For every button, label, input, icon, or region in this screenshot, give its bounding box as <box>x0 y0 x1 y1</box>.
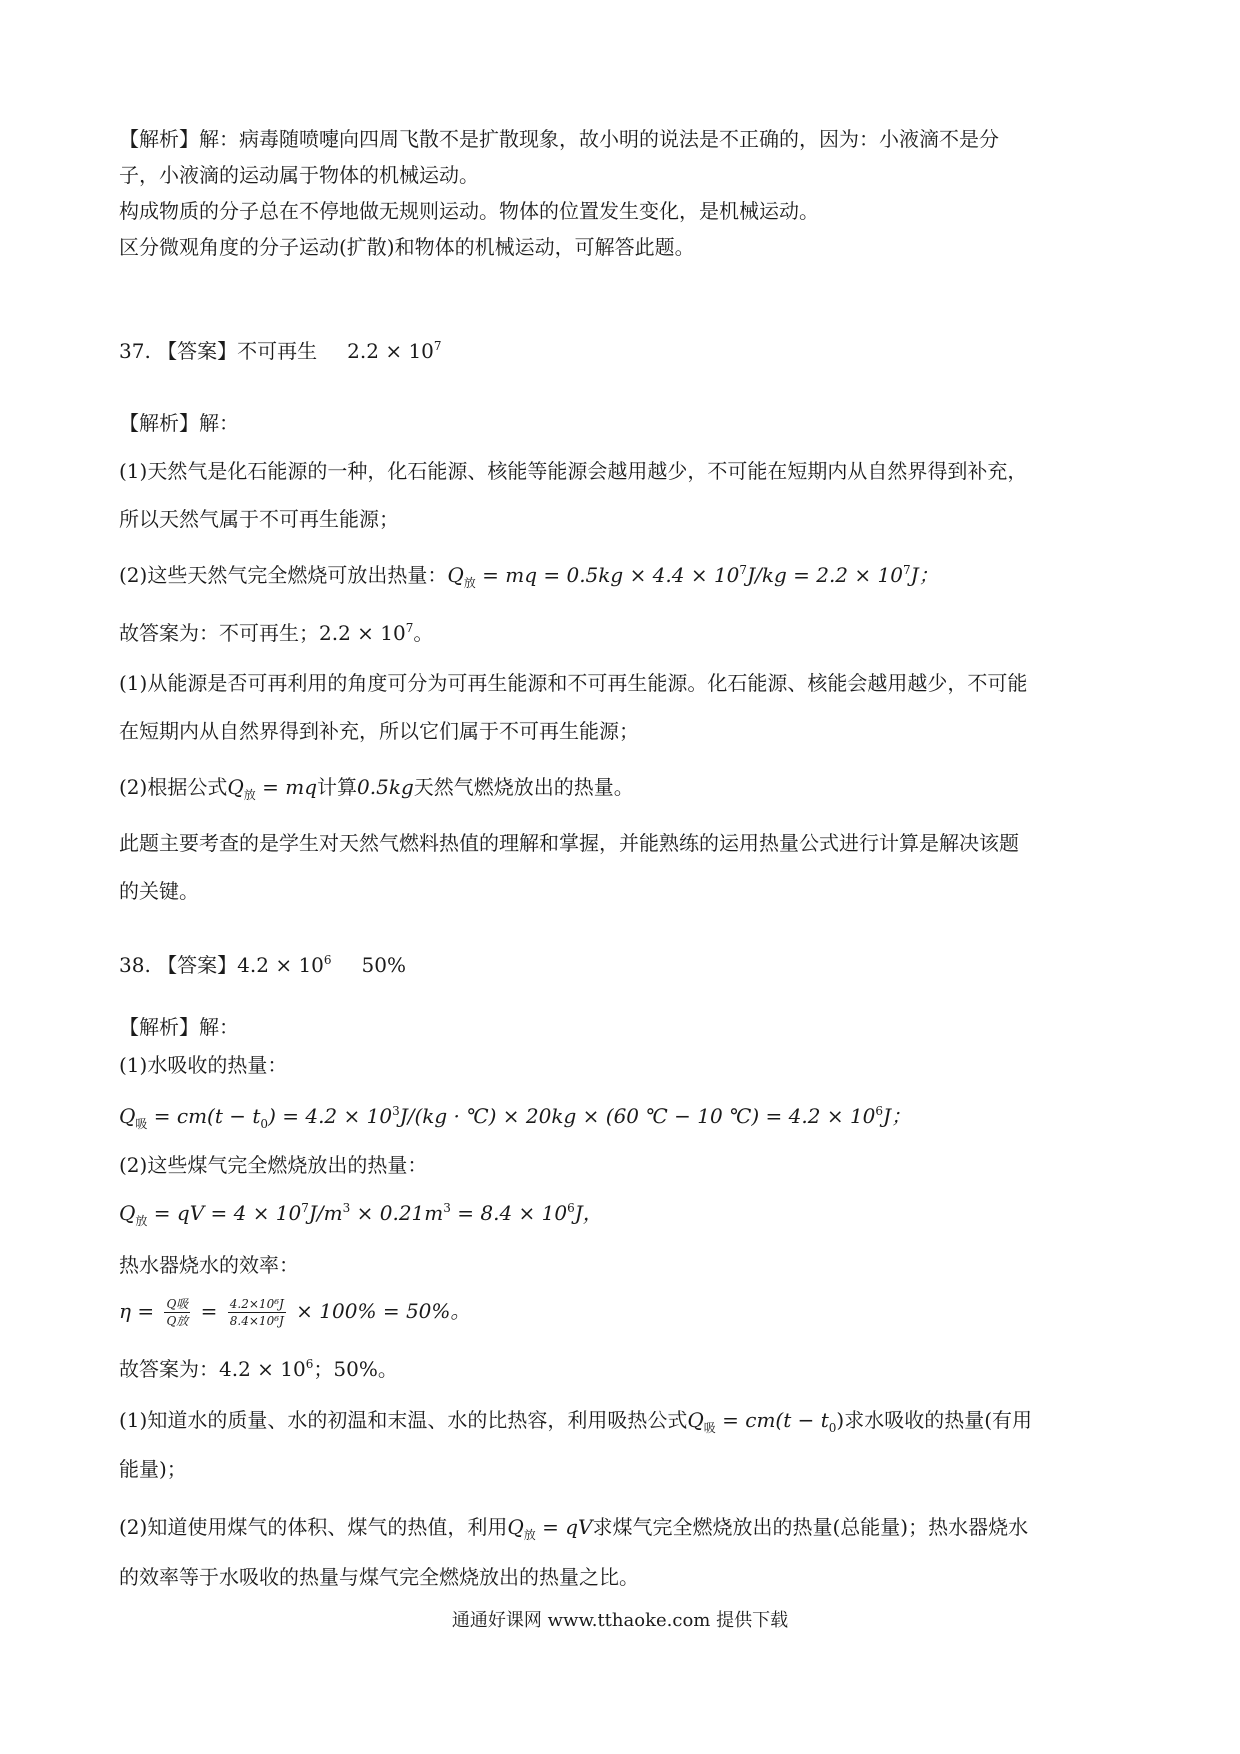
analysis-37-e1b: 在短期内从自然界得到补充，所以它们属于不可再生能源； <box>119 719 639 743</box>
analysis-37-e1a: (1)从能源是否可再利用的角度可分为可再生能源和不可再生能源。化石能源、核能会越用越少，不可能 <box>119 671 1028 695</box>
analysis-38-efficiency: η = $\frac{\text{Q吸}}{\text{Q放}}$ = $\frac{\text{4.2×10⁶J}}{\text{8.4×10⁶J}}$ × 100% = 50%。 <box>119 1297 471 1328</box>
analysis-36-line-2: 子，小液滴的运动属于物体的机械运动。 <box>119 163 479 187</box>
analysis-38-e2: (2)知道使用煤气的体积、煤气的热值，利用$Q_放$ = qV求煤气完全燃烧放出的热量(总能量)；热水器烧水 <box>119 1515 1029 1542</box>
analysis-38-answer: 故答案为：$4.2 \times 10^6$；50%。 <box>119 1357 398 1381</box>
analysis-37-s2: (2)这些天然气完全燃烧可放出热量：$Q_放$ = mq = $0.5kg \times 4.4 \times 10^7J/kg = 2.2 \times 10^7J$； <box>119 563 939 590</box>
analysis-37-c2: 的关键。 <box>119 879 199 903</box>
page-footer: 通通好课网 www.tthaoke.com 提供下载 <box>451 1610 789 1631</box>
analysis-37-e2: (2)根据公式$Q_放$ = mq计算0.5kg天然气燃烧放出的热量。 <box>119 775 634 802</box>
answer-37-label: 37. 【答案】不可再生 <box>119 339 318 363</box>
analysis-36-line-3: 构成物质的分子总在不停地做无规则运动。物体的位置发生变化，是机械运动。 <box>119 199 819 223</box>
analysis-38-formula-2: $Q_放$ = qV = $4 \times 10^7J/m^3 \times 0.21m^3 = 8.4 \times 10^6J$， <box>119 1201 603 1228</box>
analysis-37-label: 【解析】解： <box>119 411 239 435</box>
analysis-36-line-1: 【解析】解：病毒随喷嚏向四周飞散不是扩散现象，故小明的说法是不正确的，因为：小液滴不是分 <box>119 127 999 151</box>
analysis-38-e2b: 的效率等于水吸收的热量与煤气完全燃烧放出的热量之比。 <box>119 1565 639 1589</box>
analysis-38-e1b: 能量)； <box>119 1457 187 1481</box>
analysis-38-label: 【解析】解： <box>119 1015 239 1039</box>
analysis-38-s1: (1)水吸收的热量： <box>119 1053 288 1077</box>
analysis-36-line-4: 区分微观角度的分子运动(扩散)和物体的机械运动，可解答此题。 <box>119 235 695 259</box>
answer-37: 37. 【答案】不可再生 $2.2 \times 10^7$ <box>119 339 442 363</box>
analysis-37-c1: 此题主要考查的是学生对天然气燃料热值的理解和掌握，并能熟练的运用热量公式进行计算是解决该题 <box>119 831 1019 855</box>
answer-38-label: 38. 【答案】 <box>119 953 238 977</box>
efficiency-fraction-numeric: $\frac{\text{4.2×10⁶J}}{\text{8.4×10⁶J}}$ <box>229 1297 284 1328</box>
analysis-38-e1: (1)知道水的质量、水的初温和末温、水的比热容，利用吸热公式$Q_吸 = cm(t - t_0)$求水吸收的热量(有用 <box>119 1408 1033 1435</box>
analysis-37-s1a: (1)天然气是化石能源的一种，化石能源、核能等能源会越用越少，不可能在短期内从自然界得到补充， <box>119 459 1028 483</box>
analysis-38-s2: (2)这些煤气完全燃烧放出的热量： <box>119 1153 428 1177</box>
analysis-37-s1b: 所以天然气属于不可再生能源； <box>119 507 399 531</box>
analysis-37-answer: 故答案为：不可再生；$2.2 \times 10^7$。 <box>119 621 434 645</box>
analysis-38-formula-1: $Q_吸 = cm(t - t_0) = 4.2 \times 10^3J/(kg$ · ℃) × 20kg × (60 ℃ − 10 ℃) = $4.2 \times 10^6J$； <box>119 1104 912 1131</box>
efficiency-fraction-symbolic: $\frac{\text{Q吸}}{\text{Q放}}$ <box>166 1297 189 1328</box>
analysis-38-eff-label: 热水器烧水的效率： <box>119 1253 299 1277</box>
answer-38: 38. 【答案】$4.2 \times 10^6$ 50% <box>119 953 406 977</box>
